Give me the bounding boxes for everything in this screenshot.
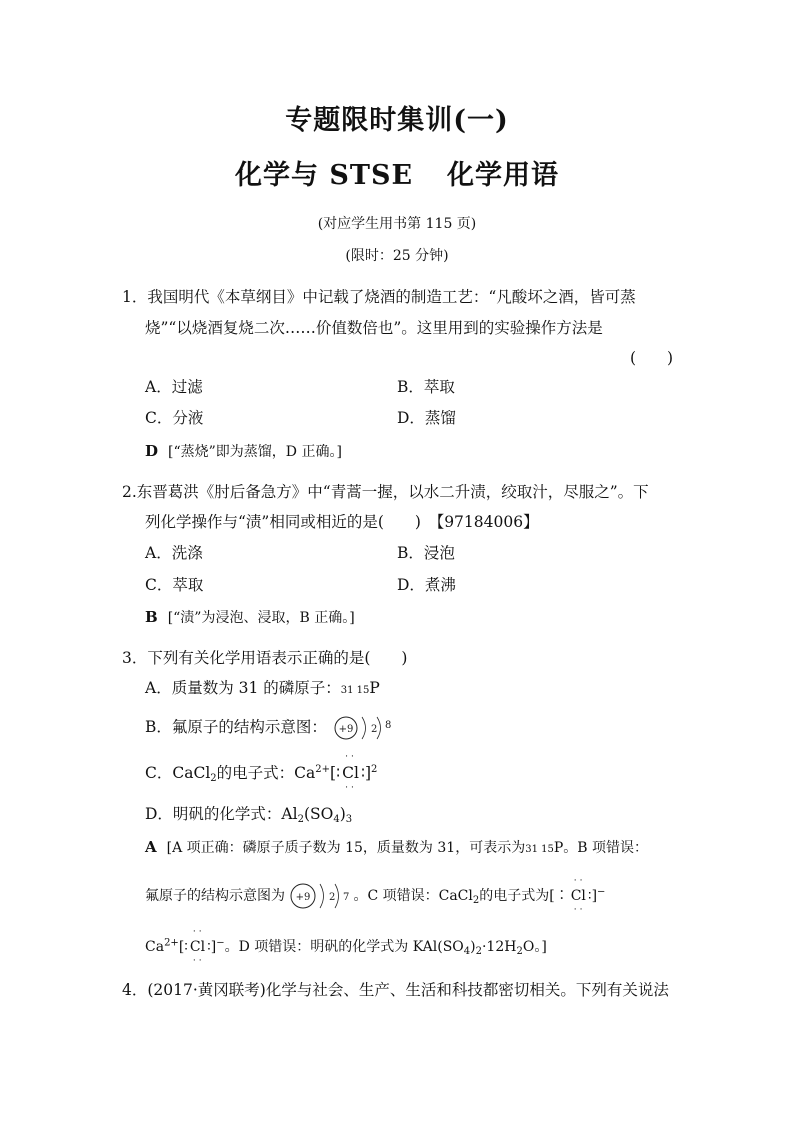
option-c: C．CaCl$_2$的电子式：$Ca^{2+}[∶$ ·· Cl ·· ∶]$^2$ xyxy=(145,752,378,793)
option-a: A．过滤 xyxy=(145,378,203,396)
shell-1-count: 2 xyxy=(329,892,336,903)
answer-letter: A xyxy=(145,838,157,856)
option-d: D．明矾的化学式：$Al_2(SO_4)_3$ xyxy=(145,805,353,825)
question-number: 2. xyxy=(122,483,137,501)
shell-2-count: 7 xyxy=(343,892,350,903)
nuclide-notation: 31 15 xyxy=(340,685,370,696)
answer-blank: ( ) xyxy=(630,349,674,367)
question-4-line-1: 4．(2017·黄冈联考)化学与社会、生产、生活和科技都密切相关。下列有关说法 xyxy=(122,981,669,999)
option-d: D．煮沸 xyxy=(397,576,456,594)
question-2-line-2: 列化学操作与“渍”相同或相近的是( ) 【97184006】 xyxy=(145,513,539,531)
time-limit: (限时：25 分钟) xyxy=(345,248,449,264)
option-b: B．萃取 xyxy=(397,378,455,396)
question-number: 1． xyxy=(122,288,148,306)
page-subtitle xyxy=(0,153,794,192)
question-number: 4． xyxy=(122,981,148,999)
option-a: A．洗涤 xyxy=(145,544,203,562)
answer-letter: B xyxy=(145,608,158,626)
option-b: B．浸泡 xyxy=(397,544,455,562)
question-2-line-1: 2.东晋葛洪《肘后备急方》中“青蒿一握，以水二升渍，绞取汁，尽服之”。下 xyxy=(122,483,649,501)
option-b: B．氟原子的结构示意图： +9 2 8 xyxy=(145,713,396,743)
electron-dot-cl: ·· Cl ·· xyxy=(570,876,586,915)
book-reference: (对应学生用书第 115 页) xyxy=(317,216,477,232)
question-number: 3． xyxy=(122,649,148,667)
answer-explanation: B [“渍”为浸泡、浸取，B 正确。] xyxy=(145,608,355,626)
answer-explanation-line-3: $Ca^{2+}[∶$ ·· Cl ·· ∶]−。D 项错误：明矾的化学式为 $KAl(SO_4)_2\cdot 12H_2O$。] xyxy=(145,927,547,966)
option-c: C．分液 xyxy=(145,409,204,427)
shell-2-count: 8 xyxy=(384,720,392,731)
option-c: C．萃取 xyxy=(145,576,204,594)
answer-explanation-line-1: A [A 项正确：磷原子质子数为 15，质量数为 31，可表示为31 15P。B 项错误： xyxy=(145,838,649,856)
option-a: A．质量数为 31 的磷原子：31 15P xyxy=(145,679,380,697)
question-1-line-1: 1．我国明代《本草纲目》中记载了烧酒的制造工艺：“凡酸坏之酒，皆可蒸 xyxy=(122,288,636,306)
nucleus-charge: +9 xyxy=(296,892,311,903)
subtitle-part-b: 化学用语 xyxy=(447,160,560,191)
electron-dot-cl: ·· Cl ·· xyxy=(342,752,359,793)
answer-explanation-line-2: 氟原子的结构示意图为 +9 2 7 。C 项错误：CaCl$_2$的电子式为[∶ ·· Cl ·· ∶]− xyxy=(145,876,606,915)
atom-structure-diagram xyxy=(332,713,396,743)
page-title: 专题限时集训(一) xyxy=(285,105,509,136)
atom-structure-diagram xyxy=(289,880,353,912)
answer-letter: D xyxy=(145,442,159,460)
subtitle-part-a: 化学与 STSE xyxy=(234,160,414,191)
electron-dot-cl: ·· Cl ·· xyxy=(189,927,206,966)
question-1-line-2: 烧”“以烧酒复烧二次……价值数倍也”。这里用到的实验操作方法是 xyxy=(145,319,603,337)
nucleus-charge: +9 xyxy=(338,724,354,735)
answer-explanation: D [“蒸烧”即为蒸馏，D 正确。] xyxy=(145,442,342,460)
shell-1-count: 2 xyxy=(370,724,378,735)
question-3-stem: 3．下列有关化学用语表示正确的是( ) xyxy=(122,649,408,667)
option-d: D．蒸馏 xyxy=(397,409,456,427)
